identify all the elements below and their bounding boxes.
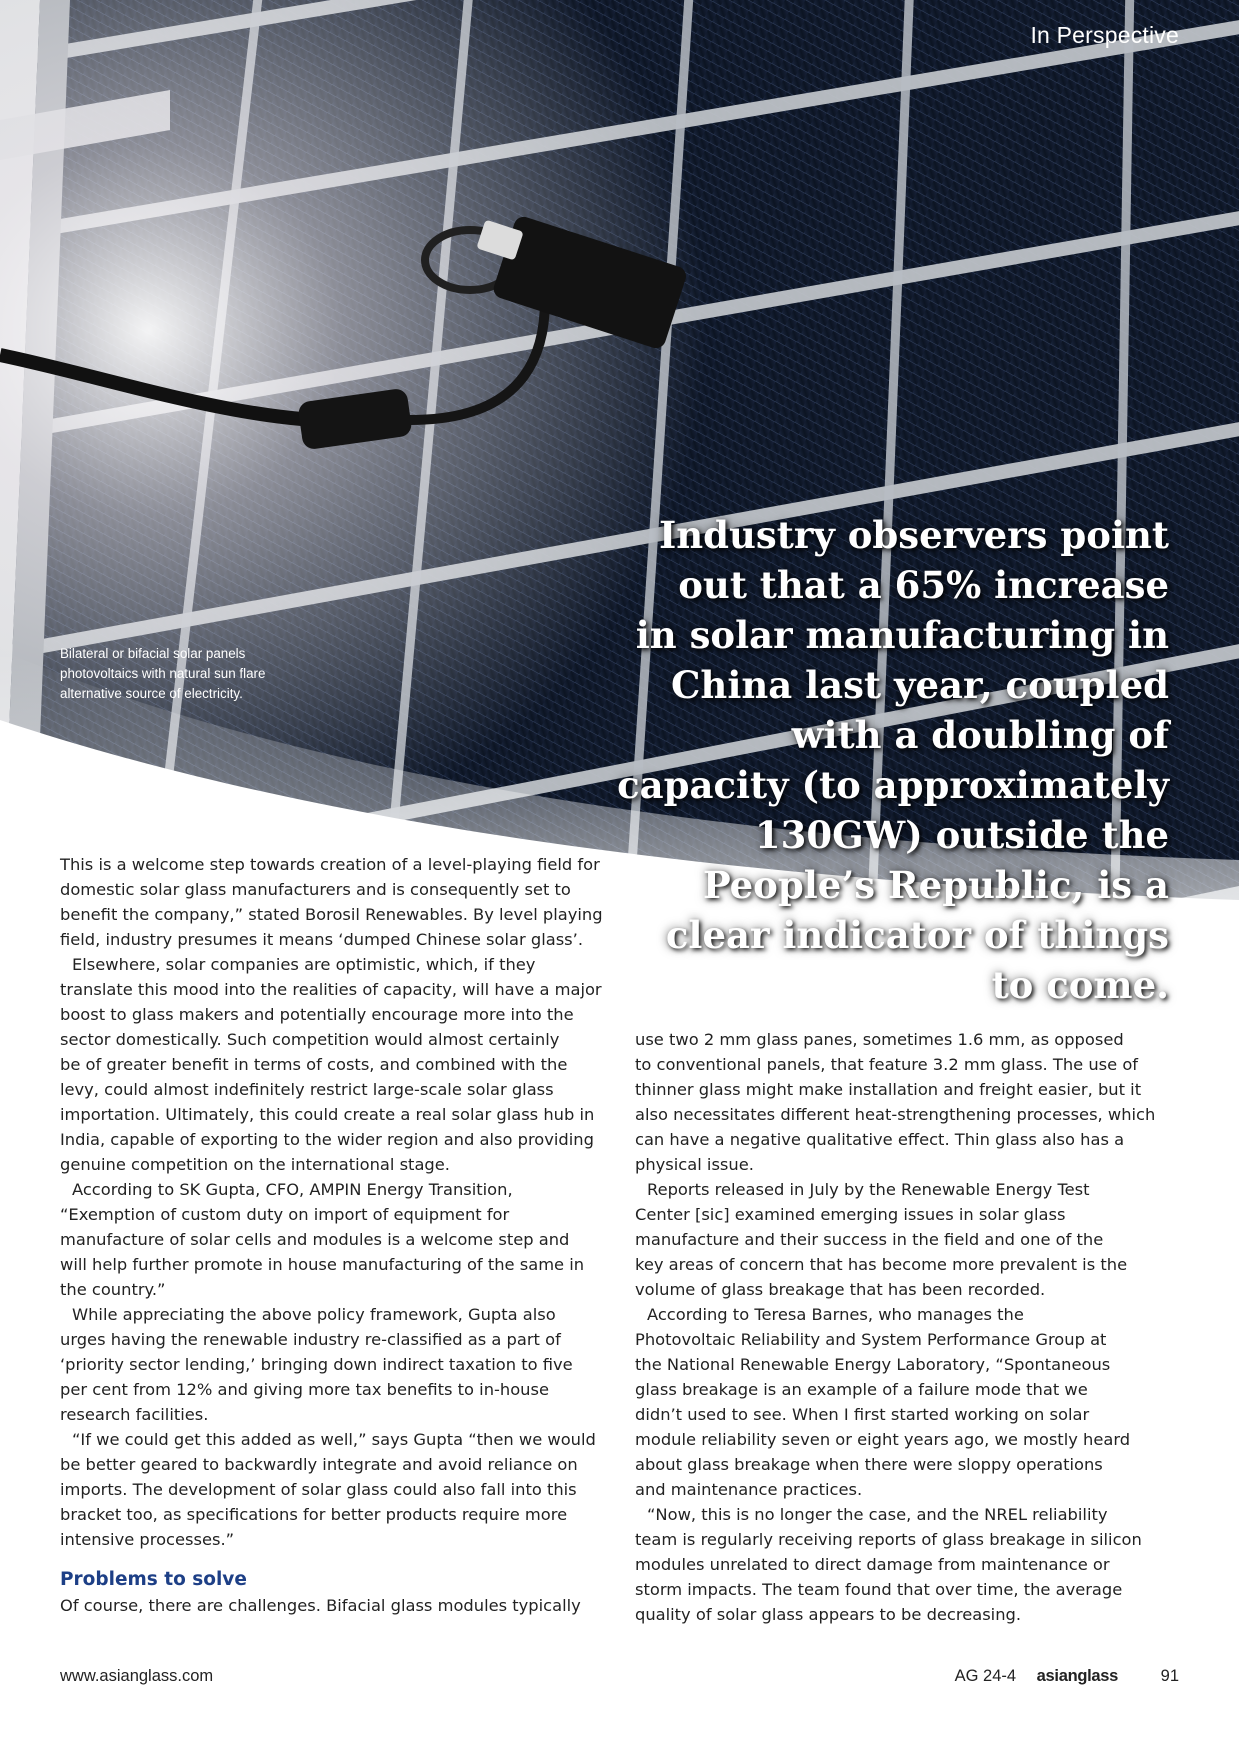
body-line: Elsewhere, solar companies are optimistic, which, if they xyxy=(72,955,536,974)
body-line: levy, could almost indefinitely restrict large-scale solar glass xyxy=(60,1080,554,1099)
pull-quote-line: with a doubling of xyxy=(791,713,1169,757)
pull-quote-line: in solar manufacturing in xyxy=(635,613,1169,657)
pull-quote-line: People’s Republic, is a xyxy=(702,863,1169,907)
body-line: boost to glass makers and potentially encourage more into the xyxy=(60,1005,574,1024)
body-line: thinner glass might make installation and freight easier, but it xyxy=(635,1080,1142,1099)
footer-right xyxy=(955,1667,1179,1686)
body-line: imports. The development of solar glass could also fall into this xyxy=(60,1480,577,1499)
body-line: According to Teresa Barnes, who manages the xyxy=(647,1305,1024,1324)
body-line: “Exemption of custom duty on import of equipment for xyxy=(60,1205,510,1224)
body-line: about glass breakage when there were sloppy operations xyxy=(635,1455,1103,1474)
body-line: Center [sic] examined emerging issues in solar glass xyxy=(635,1205,1066,1224)
body-line: be better geared to backwardly integrate and avoid reliance on xyxy=(60,1455,578,1474)
body-line: storm impacts. The team found that over time, the average xyxy=(635,1580,1123,1599)
page-number: 91 xyxy=(1160,1667,1179,1685)
body-line: also necessitates different heat-strengthening processes, which xyxy=(635,1105,1156,1124)
body-line: to conventional panels, that feature 3.2 mm glass. The use of xyxy=(635,1055,1139,1074)
website-link[interactable]: www.asianglass.com xyxy=(60,1667,214,1685)
magazine-brand: asianglass xyxy=(1036,1667,1119,1685)
body-line: genuine competition on the international stage. xyxy=(60,1155,450,1174)
body-line: field, industry presumes it means ‘dumped Chinese solar glass’. xyxy=(60,930,584,949)
body-line: Photovoltaic Reliability and System Performance Group at xyxy=(635,1330,1107,1349)
body-line: manufacture of solar cells and modules is a welcome step and xyxy=(60,1230,570,1249)
pull-quote-line: clear indicator of things xyxy=(665,913,1169,957)
body-line: ‘priority sector lending,’ bringing down indirect taxation to five xyxy=(60,1355,573,1374)
body-line: translate this mood into the realities of capacity, will have a major xyxy=(60,980,602,999)
body-line: “If we could get this added as well,” says Gupta “then we would xyxy=(72,1430,596,1449)
body-line: intensive processes.” xyxy=(60,1530,235,1549)
body-line: key areas of concern that has become more prevalent is the xyxy=(635,1255,1128,1274)
body-line: volume of glass breakage that has been recorded. xyxy=(635,1280,1046,1299)
body-line: Of course, there are challenges. Bifacial glass modules typically xyxy=(60,1596,581,1615)
body-line: benefit the company,” stated Borosil Renewables. By level playing xyxy=(60,905,603,924)
caption-line: photovoltaics with natural sun flare xyxy=(60,666,266,681)
body-line: This is a welcome step towards creation of a level-playing field for xyxy=(60,855,600,874)
body-line: “Now, this is no longer the case, and the NREL reliability xyxy=(647,1505,1108,1524)
body-line: per cent from 12% and giving more tax benefits to in-house xyxy=(60,1380,549,1399)
body-line: didn’t used to see. When I first started working on solar xyxy=(635,1405,1090,1424)
body-line: Reports released in July by the Renewable Energy Test xyxy=(647,1180,1090,1199)
pull-quote-line: China last year, coupled xyxy=(670,663,1169,707)
pull-quote-line: out that a 65% increase xyxy=(678,563,1169,607)
body-line: research facilities. xyxy=(60,1405,209,1424)
left-column-body xyxy=(60,852,615,1552)
article-column-left xyxy=(60,852,615,1618)
pull-quote-line: to come. xyxy=(991,963,1169,1007)
right-column-body xyxy=(635,1027,1190,1627)
body-line: India, capable of exporting to the wider region and also providing xyxy=(60,1130,594,1149)
pull-quote-line: 130GW) outside the xyxy=(754,813,1169,857)
pull-quote-line: Industry observers point xyxy=(658,513,1169,557)
body-line: can have a negative qualitative effect. Thin glass also has a xyxy=(635,1130,1125,1149)
pull-quote xyxy=(569,510,1169,1010)
body-line: physical issue. xyxy=(635,1155,754,1174)
issue-number: AG 24-4 xyxy=(954,1667,1017,1685)
caption-line: Bilateral or bifacial solar panels xyxy=(60,646,246,661)
body-line: While appreciating the above policy framework, Gupta also xyxy=(72,1305,556,1324)
body-line: the country.” xyxy=(60,1280,166,1299)
subheading-problems: Problems to solve xyxy=(60,1569,247,1590)
body-line: team is regularly receiving reports of glass breakage in silicon xyxy=(635,1530,1142,1549)
body-line: urges having the renewable industry re-classified as a part of xyxy=(60,1330,561,1349)
caption-line: alternative source of electricity. xyxy=(60,686,243,701)
body-line: importation. Ultimately, this could create a real solar glass hub in xyxy=(60,1105,595,1124)
article-column-right xyxy=(635,1027,1190,1627)
body-line: module reliability seven or eight years ago, we mostly heard xyxy=(635,1430,1131,1449)
body-line: According to SK Gupta, CFO, AMPIN Energy Transition, xyxy=(72,1180,513,1199)
body-line: modules unrelated to direct damage from maintenance or xyxy=(635,1555,1110,1574)
body-line: manufacture and their success in the field and one of the xyxy=(635,1230,1104,1249)
body-line: the National Renewable Energy Laboratory, “Spontaneous xyxy=(635,1355,1111,1374)
body-line: will help further promote in house manufacturing of the same in xyxy=(60,1255,585,1274)
pull-quote-line: capacity (to approximately xyxy=(617,763,1169,807)
body-line: sector domestically. Such competition would almost certainly xyxy=(60,1030,560,1049)
body-line: domestic solar glass manufacturers and is consequently set to xyxy=(60,880,571,899)
photo-caption xyxy=(60,644,300,704)
body-line: bracket too, as specifications for better products require more xyxy=(60,1505,568,1524)
body-line: quality of solar glass appears to be decreasing. xyxy=(635,1605,1022,1624)
body-line: and maintenance practices. xyxy=(635,1480,863,1499)
body-line: glass breakage is an example of a failure mode that we xyxy=(635,1380,1088,1399)
body-line: use two 2 mm glass panes, sometimes 1.6 mm, as opposed xyxy=(635,1030,1124,1049)
section-label: In Perspective xyxy=(1030,22,1179,48)
body-line: be of greater benefit in terms of costs, and combined with the xyxy=(60,1055,568,1074)
